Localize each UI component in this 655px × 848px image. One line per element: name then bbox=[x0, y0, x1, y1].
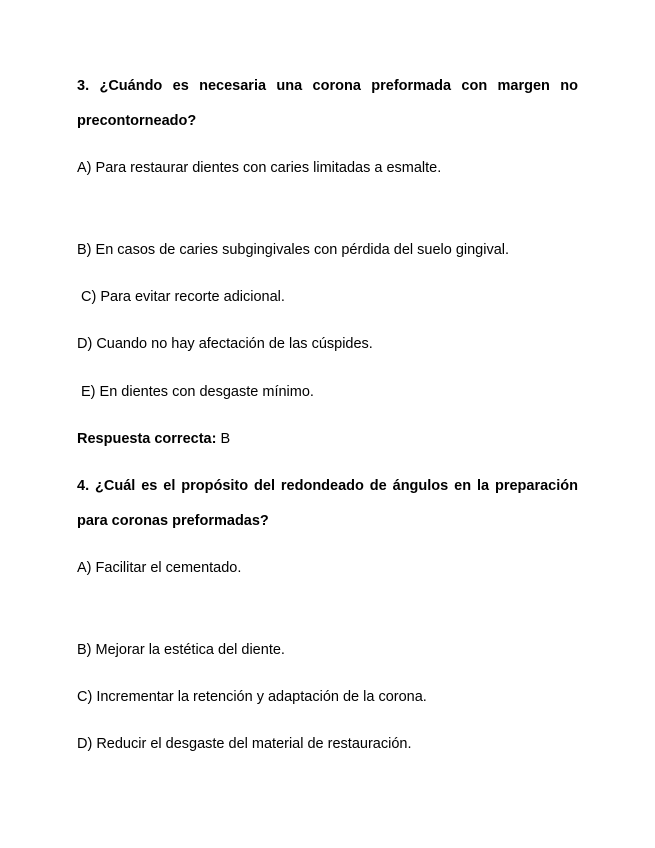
question-3-title-line-1: 3. ¿Cuándo es necesaria una corona preformada con margen no bbox=[77, 78, 578, 94]
answer-value: B bbox=[220, 431, 231, 447]
question-3-option-c: C) Para evitar recorte adicional. bbox=[81, 289, 285, 305]
question-3-option-e: E) En dientes con desgaste mínimo. bbox=[81, 384, 314, 400]
question-4-option-b: B) Mejorar la estética del diente. bbox=[77, 642, 285, 658]
answer-label: Respuesta correcta: bbox=[77, 431, 217, 447]
question-3-option-d: D) Cuando no hay afectación de las cúspides. bbox=[77, 336, 373, 352]
question-3-option-b: B) En casos de caries subgingivales con pérdida del suelo gingival. bbox=[77, 242, 510, 258]
question-3-title-line-2: precontorneado? bbox=[77, 113, 197, 129]
question-4-title-line-2: para coronas preformadas? bbox=[77, 513, 269, 529]
question-4-option-c: C) Incrementar la retención y adaptación de la corona. bbox=[77, 689, 427, 705]
question-3-answer bbox=[77, 430, 230, 448]
question-4-option-a: A) Facilitar el cementado. bbox=[77, 560, 242, 576]
question-4-title-line-1: 4. ¿Cuál es el propósito del redondeado de ángulos en la preparación bbox=[77, 478, 578, 494]
question-3-option-a: A) Para restaurar dientes con caries limitadas a esmalte. bbox=[77, 160, 442, 176]
question-4-option-d: D) Reducir el desgaste del material de restauración. bbox=[77, 736, 412, 752]
